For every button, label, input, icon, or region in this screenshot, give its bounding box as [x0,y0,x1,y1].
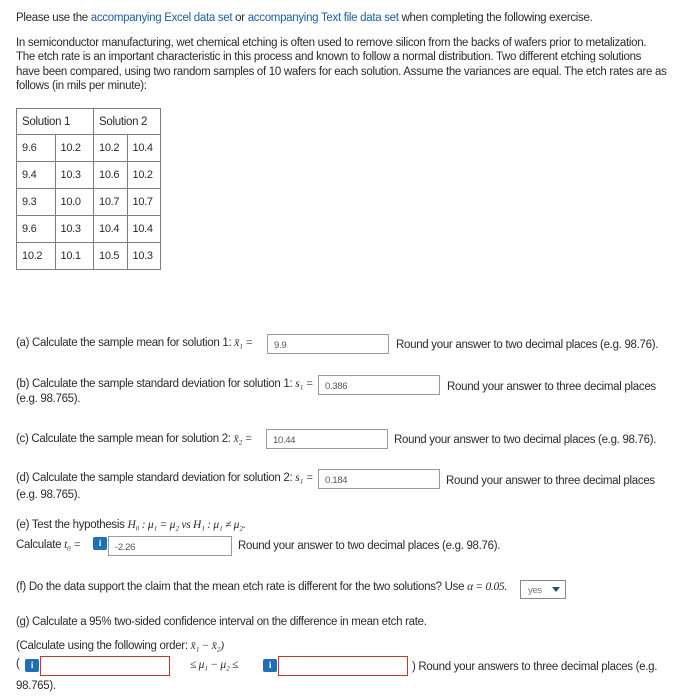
math-symbol: t₀ = [64,539,81,551]
etch-rate-table [16,108,161,270]
table-cell: 10.5 [94,243,128,270]
intro-line-2: In semiconductor manufacturing, wet chemical etching is often used to remove silicon from the backs of wafers prior to metalization. [16,37,647,49]
math-symbol: x̄₁ − x̄₂) [190,640,224,652]
question-label: (a) Calculate the sample mean for solution 1: [16,337,235,349]
table-cell: 9.6 [17,135,56,162]
question-f [16,581,507,593]
hypothesis: H₀ : μ₁ = μ₂ vs H₁ : μ₁ ≠ μ₂. [127,519,246,531]
info-icon[interactable]: i [263,659,277,672]
round-note-b: Round your answer to three decimal places [447,381,656,393]
table-row [17,189,161,216]
round-note-d: Round your answer to three decimal places [446,475,655,487]
ci-lower-input[interactable] [40,656,170,676]
table-cell: 10.4 [127,135,161,162]
table-cell: 9.6 [17,216,56,243]
table-cell: 9.3 [17,189,56,216]
header-solution-1: Solution 1 [17,109,94,135]
table-cell: 10.3 [127,243,161,270]
excel-data-link[interactable]: accompanying Excel data set [90,12,233,24]
question-g: (g) Calculate a 95% two-sided confidence interval on the difference in mean etch rate. [16,616,427,628]
table-row [17,243,161,270]
table-cell: 10.7 [127,189,161,216]
text-data-link[interactable]: accompanying Text file data set [247,12,399,24]
answer-e-input[interactable]: -2.26 [108,536,232,556]
round-note-e: Round your answer to two decimal places (e.g. 98.76). [238,540,501,552]
question-label: (Calculate using the following order: [16,640,191,652]
question-label: (d) Calculate the sample standard deviation for solution 2: [16,472,296,484]
intro-line-4: have been compared, using two random samples of 10 wafers for each solution. Assume the variances are equal. The etch rates are as [16,66,667,78]
intro-text: or [232,12,248,24]
math-symbol: x̄₁ = [234,337,253,349]
round-note-g: ) Round your answers to three decimal places (e.g. [412,661,658,673]
table-cell: 10.3 [55,162,94,189]
answer-b-input[interactable]: 0.386 [318,375,440,395]
question-d [16,472,313,484]
table-cell: 10.2 [17,243,56,270]
intro-text: Please use the [16,12,91,24]
intro-line-1 [16,12,593,24]
table-cell: 10.2 [55,135,94,162]
table-cell: 9.4 [17,162,56,189]
calculate-t0 [16,539,81,551]
round-note-a: Round your answer to two decimal places (e.g. 98.76). [396,339,659,351]
table-cell: 10.7 [94,189,128,216]
round-note-c: Round your answer to two decimal places (e.g. 98.76). [394,434,657,446]
question-label: (b) Calculate the sample standard deviation for solution 1: [16,378,296,390]
answer-a-input[interactable]: 9.9 [267,334,389,354]
question-c [16,433,252,445]
alpha-value: α = 0.05. [467,581,507,593]
example-d: (e.g. 98.765). [16,489,81,501]
question-label: (e) Test the hypothesis [16,519,128,531]
math-symbol: x̄₂ = [233,433,253,445]
answer-d-input[interactable]: 0.184 [318,469,440,489]
intro-text: when completing the following exercise. [398,12,593,24]
support-claim-select[interactable] [520,580,566,599]
answer-c-input[interactable]: 10.44 [266,429,388,449]
chevron-down-icon [552,587,560,592]
table-row [17,162,161,189]
math-symbol: s₁ = [295,472,314,484]
table-cell: 10.3 [55,216,94,243]
intro-line-3: The etch rate is an important characteristic in this process and known to follow a normal distribution. Two different etching solutions [16,51,642,63]
table-cell: 10.4 [127,216,161,243]
ci-middle: ≤ μ₁ − μ₂ ≤ [190,659,239,671]
open-paren: ( [16,658,20,670]
table-cell: 10.4 [94,216,128,243]
question-label: (f) Do the data support the claim that the mean etch rate is different for the two solutions? Use [16,581,468,593]
table-cell: 10.2 [94,135,128,162]
question-label: Calculate [16,539,65,551]
table-cell: 10.1 [55,243,94,270]
info-icon[interactable]: i [25,659,39,672]
header-solution-2: Solution 2 [94,109,161,135]
example-g: 98.765). [16,680,56,692]
question-a [16,337,253,349]
table-row [17,135,161,162]
math-symbol: s₁ = [295,378,314,390]
intro-line-5: follows (in mils per minute): [16,80,147,92]
order-note [16,640,224,652]
table-cell: 10.6 [94,162,128,189]
info-icon[interactable]: i [93,537,107,550]
table-cell: 10.0 [55,189,94,216]
ci-upper-input[interactable] [278,656,408,676]
table-cell: 10.2 [127,162,161,189]
table-row [17,216,161,243]
question-e [16,519,245,531]
example-b: (e.g. 98.765). [16,393,81,405]
question-label: (c) Calculate the sample mean for solution 2: [16,433,234,445]
question-b [16,378,313,390]
select-value: yes [528,585,542,596]
